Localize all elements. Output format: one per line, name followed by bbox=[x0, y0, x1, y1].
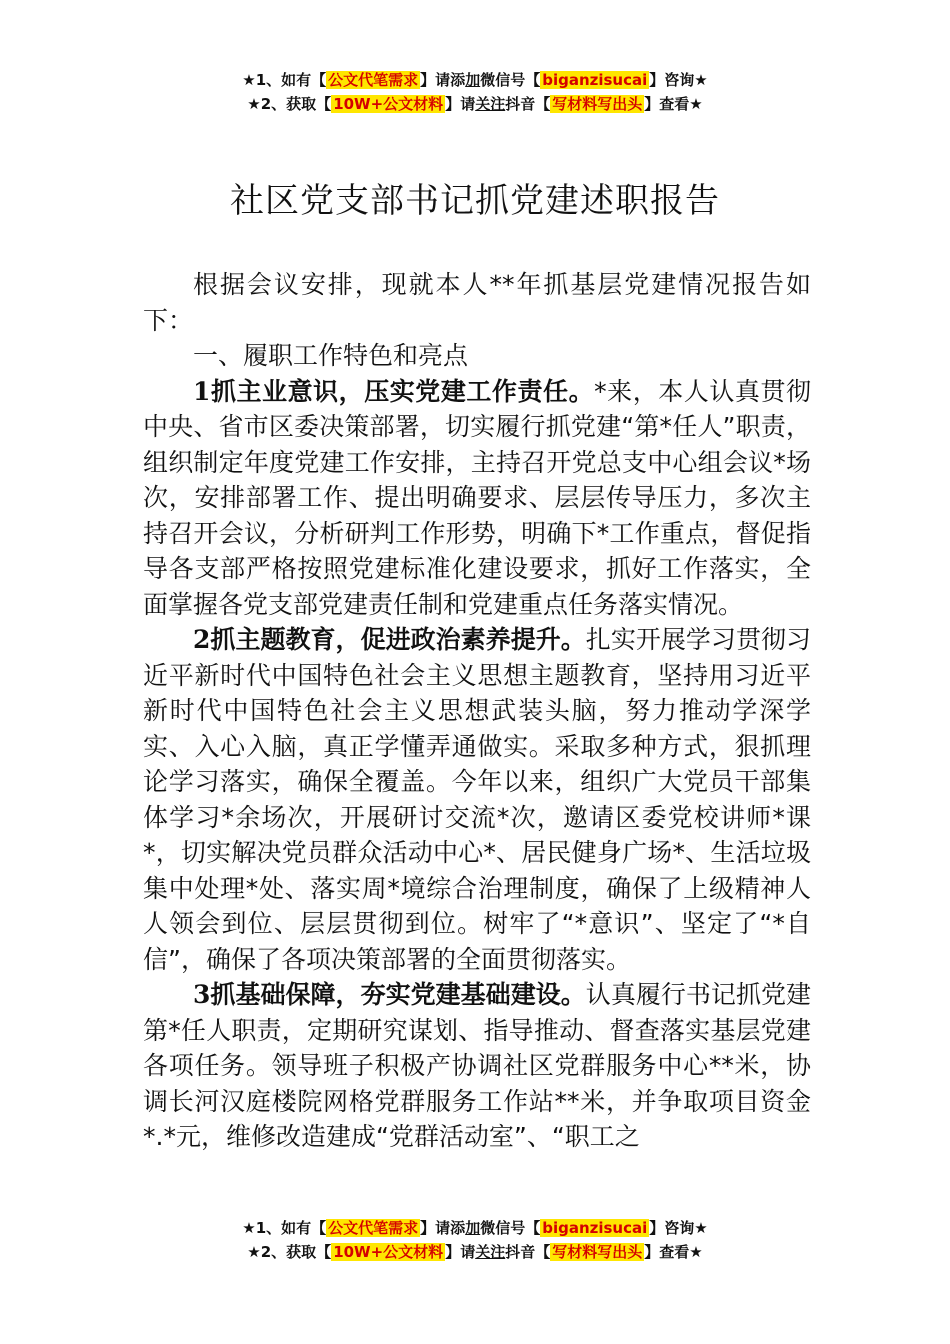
promo-text: ★2、获取【 bbox=[247, 95, 332, 113]
promo-highlight: 10W+公文材料 bbox=[333, 95, 444, 113]
paragraph-text: 扎实开展学习贯彻习近平新时代中国特色社会主义思想主题教育，坚持用习近平新时代中国特色社会主义思想武装头脑，努力推动学深学实、入心入脑，真正学懂弄通做实。采取多种方式，狠抓理论学习落实，确保全覆盖。今年以来，组织广大党员干部集体学习*余场次，开展研讨交流*次，邀请区委党校讲师*课*，切实解决党员群众活动中心*、居民健身广场*、生活垃圾集中处理*处、落实周*境综合治理制度，确保了上级精神人人领会到位、层层贯彻到位。树牢了“*意识”、坚定了“*自信”，确保了各项决策部署的全面贯彻落实。 bbox=[143, 625, 811, 974]
promo-line-1 bbox=[0, 1216, 950, 1240]
intro-paragraph: 根据会议安排，现就本人**年抓基层党建情况报告如下： bbox=[143, 270, 811, 335]
promo-text: 微信号【 bbox=[480, 71, 541, 89]
promo-underlined-text: 加 bbox=[465, 1219, 481, 1237]
paragraph-lead: 2抓主题教育，促进政治素养提升。 bbox=[193, 625, 586, 654]
promo-text: 】请 bbox=[445, 1243, 476, 1261]
promo-banner-bottom bbox=[0, 1216, 950, 1264]
promo-text: ★1、如有【 bbox=[242, 71, 327, 89]
paragraph-text: *来，本人认真贯彻中央、省市区委决策部署，切实履行抓党建“第*任人”职责，组织制定年度党建工作安排，主持召开党总支中心组会议*场次，安排部署工作、提出明确要求、层层传导压力，多次主持召开会议，分析研判工作形势，明确下*工作重点，督促指导各支部严格按照党建标准化建设要求，抓好工作落实，全面掌握各党支部党建责任制和党建重点任务落实情况。 bbox=[143, 376, 811, 619]
promo-text: ★2、获取【 bbox=[247, 1243, 332, 1261]
paragraph-lead: 3抓基础保障，夯实党建基础建设。 bbox=[193, 980, 586, 1009]
promo-text: 微信号【 bbox=[480, 1219, 541, 1237]
promo-line-2 bbox=[0, 1240, 950, 1264]
promo-highlight-douyin-name: 写材料写出头 bbox=[552, 1243, 643, 1261]
paragraph-lead: 1抓主业意识，压实党建工作责任。 bbox=[193, 376, 595, 406]
promo-text: 抖音【 bbox=[505, 95, 551, 113]
promo-text: 】查看★ bbox=[644, 95, 703, 113]
promo-line-1 bbox=[0, 68, 950, 92]
paragraph-text: 认真履行书记抓党建第*任人职责，定期研究谋划、指导推动、督查落实基层党建各项任务。领导班子积极产协调社区党群服务中心**米，协调长河汉庭楼院网格党群服务工作站**米，并争取项目资金*.*元，维修改造建成“党群活动室”、“职工之 bbox=[143, 980, 811, 1151]
promo-highlight-wechat-id: biganzisucai bbox=[542, 71, 648, 89]
promo-underlined-text: 加 bbox=[465, 71, 481, 89]
promo-text: ★1、如有【 bbox=[242, 1219, 327, 1237]
promo-highlight: 公文代笔需求 bbox=[328, 71, 419, 89]
promo-text: 】咨询★ bbox=[649, 1219, 708, 1237]
promo-highlight-wechat-id: biganzisucai bbox=[542, 1219, 648, 1237]
promo-highlight: 10W+公文材料 bbox=[333, 1243, 444, 1261]
body-paragraph-1 bbox=[143, 374, 811, 623]
promo-underlined-text: 关注 bbox=[475, 95, 506, 113]
promo-banner-top bbox=[0, 68, 950, 116]
section-heading: 一、履职工作特色和亮点 bbox=[193, 341, 469, 370]
promo-highlight: 公文代笔需求 bbox=[328, 1219, 419, 1237]
promo-text: 】查看★ bbox=[644, 1243, 703, 1261]
promo-text: 抖音【 bbox=[505, 1243, 551, 1261]
promo-text: 】请添 bbox=[420, 1219, 466, 1237]
document-body bbox=[143, 267, 811, 1155]
promo-line-2 bbox=[0, 92, 950, 116]
promo-text: 】请添 bbox=[420, 71, 466, 89]
promo-highlight-douyin-name: 写材料写出头 bbox=[552, 95, 643, 113]
promo-text: 】请 bbox=[445, 95, 476, 113]
promo-text: 】咨询★ bbox=[649, 71, 708, 89]
document-title: 社区党支部书记抓党建述职报告 bbox=[230, 181, 720, 221]
promo-underlined-text: 关注 bbox=[475, 1243, 506, 1261]
body-paragraph-2 bbox=[143, 622, 811, 977]
body-paragraph-3 bbox=[143, 977, 811, 1155]
